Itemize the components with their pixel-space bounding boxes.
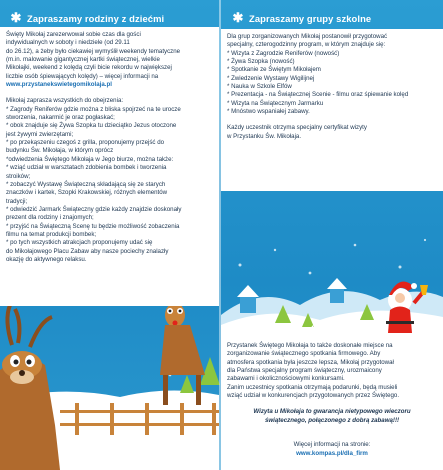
- families-website-link[interactable]: www.przystanekswietegomikolaja.pl: [6, 81, 112, 89]
- snowflake-icon: ✱: [236, 320, 248, 335]
- firms-tagline: Wizyta u Mikołaja to gwarancja nietypowego wieczoru świątecznego, połączonego z dobrą zabawą!!!: [253, 408, 411, 424]
- firms-website-link[interactable]: www.kompas.pl/dla_firm: [296, 449, 368, 457]
- schools-heading-text: Zapraszamy grupy szkolne: [249, 12, 372, 24]
- snowflake-icon: ✱: [10, 10, 22, 25]
- families-heading-text: Zapraszamy rodziny z dziećmi: [27, 12, 165, 24]
- families-intro: Święty Mikołaj zarezerwował sobie czas dla gości indywidualnych w soboty i niedziele (od 29.11 do 26.12), a żeby było ciekawiej wymyślił weekendy tematyczne (m.in. malowanie gigantycznej kartki świątecznej, wielkie Mikołajki, weekend z kolędą czyli bicie rekordu w największej liczbie osób śpiewających kolędy) – więcej informacji na: [6, 31, 181, 80]
- schools-panel: [221, 29, 443, 191]
- families-heading: [10, 12, 164, 24]
- schools-item: * Prezentacja - na Świątecznej Scenie - filmu oraz śpiewanie kolęd: [227, 91, 409, 99]
- firms-heading: [236, 322, 334, 334]
- schools-item: * Mnóstwo wspaniałej zabawy.: [227, 108, 310, 116]
- schools-item: * Nauka w Szkole Elfów: [227, 83, 292, 91]
- firms-more-prefix: Więcej informacji na stronie:: [293, 441, 371, 449]
- snowflake-icon: ✱: [232, 10, 244, 25]
- firms-body: Przystanek Świętego Mikołaja to także doskonałe miejsce na zorganizowanie świątecznego spotkania firmowego. Aby atmosfera spotkania była jeszcze lepsza, Mikołaj przygotował dla Państwa specjalny program świąteczny, urozmaicony zabawami i okolicznościowymi konkursami. Zanim uczestnicy spotkania otrzymają podarunki, będą musieli wziąć udział w konkurencjach przygotowanych przez Świętego.: [227, 342, 400, 400]
- firms-more-info: [227, 433, 437, 458]
- families-panel: [0, 27, 219, 306]
- families-body: Mikołaj zaprasza wszystkich do obejrzenia: * Zagrody Reniferów gdzie można z bliska spojrzeć na te urocze stworzenia, nakarmić je oraz pogłaskać; * obok znajduje się Żywa Szopka tu dzieciątko Jezus otoczone jest żywymi zwierzętami; * po przekąszeniu czegoś z grilla, proponujemy przejść do budynku Św. Mikołaja, w którym oprócz *odwiedzenia Świętego Mikołaja w Jego biurze, można także: * wziąć udział w warsztatach zdobienia bombek i tworzenia stroików; * zobaczyć Wystawę Świąteczną składającą się ze starych znaczków i kartek, Szopki Krakowskiej, różnych elementów tradycji; * odwiedzić Jarmark Świąteczny gdzie każdy znajdzie doskonały prezent dla rodziny i znajomych; * przyjść na Świąteczną Scenę tu będzie możliwość zobaczenia filmu na temat produkcji bombek; * po tych wszystkich atrakcjach proponujemy udać się do Mikołajowego Placu Zabaw aby nasze pociechy znalazły okazję do aktywnego relaksu.: [6, 97, 182, 263]
- schools-item: * Wizyta na Świątecznym Jarmarku: [227, 99, 324, 107]
- groups-column: [221, 0, 443, 470]
- families-column: [0, 0, 219, 470]
- schools-item: * Żywa Szopka (nowość): [227, 58, 295, 66]
- schools-item: * Wizyta z Zagrodzie Reniferów (nowość): [227, 49, 340, 57]
- firms-heading-text: Zapraszamy firmy: [253, 322, 335, 334]
- firms-panel: [221, 338, 443, 470]
- schools-item: * Zwiedzenie Wystawy Wigilijnej: [227, 74, 315, 82]
- schools-intro: Dla grup zorganizowanych Mikołaj postanowił przygotować specjalny, czterogodzinny program, w którym znajduje się:: [227, 33, 388, 49]
- schools-item: * Spotkanie ze Świętym Mikołajem: [227, 66, 321, 74]
- schools-heading: [232, 12, 371, 24]
- schools-outro: Każdy uczestnik otrzyma specjalny certyfikat wizyty w Przystanku Św. Mikołaja.: [227, 124, 367, 140]
